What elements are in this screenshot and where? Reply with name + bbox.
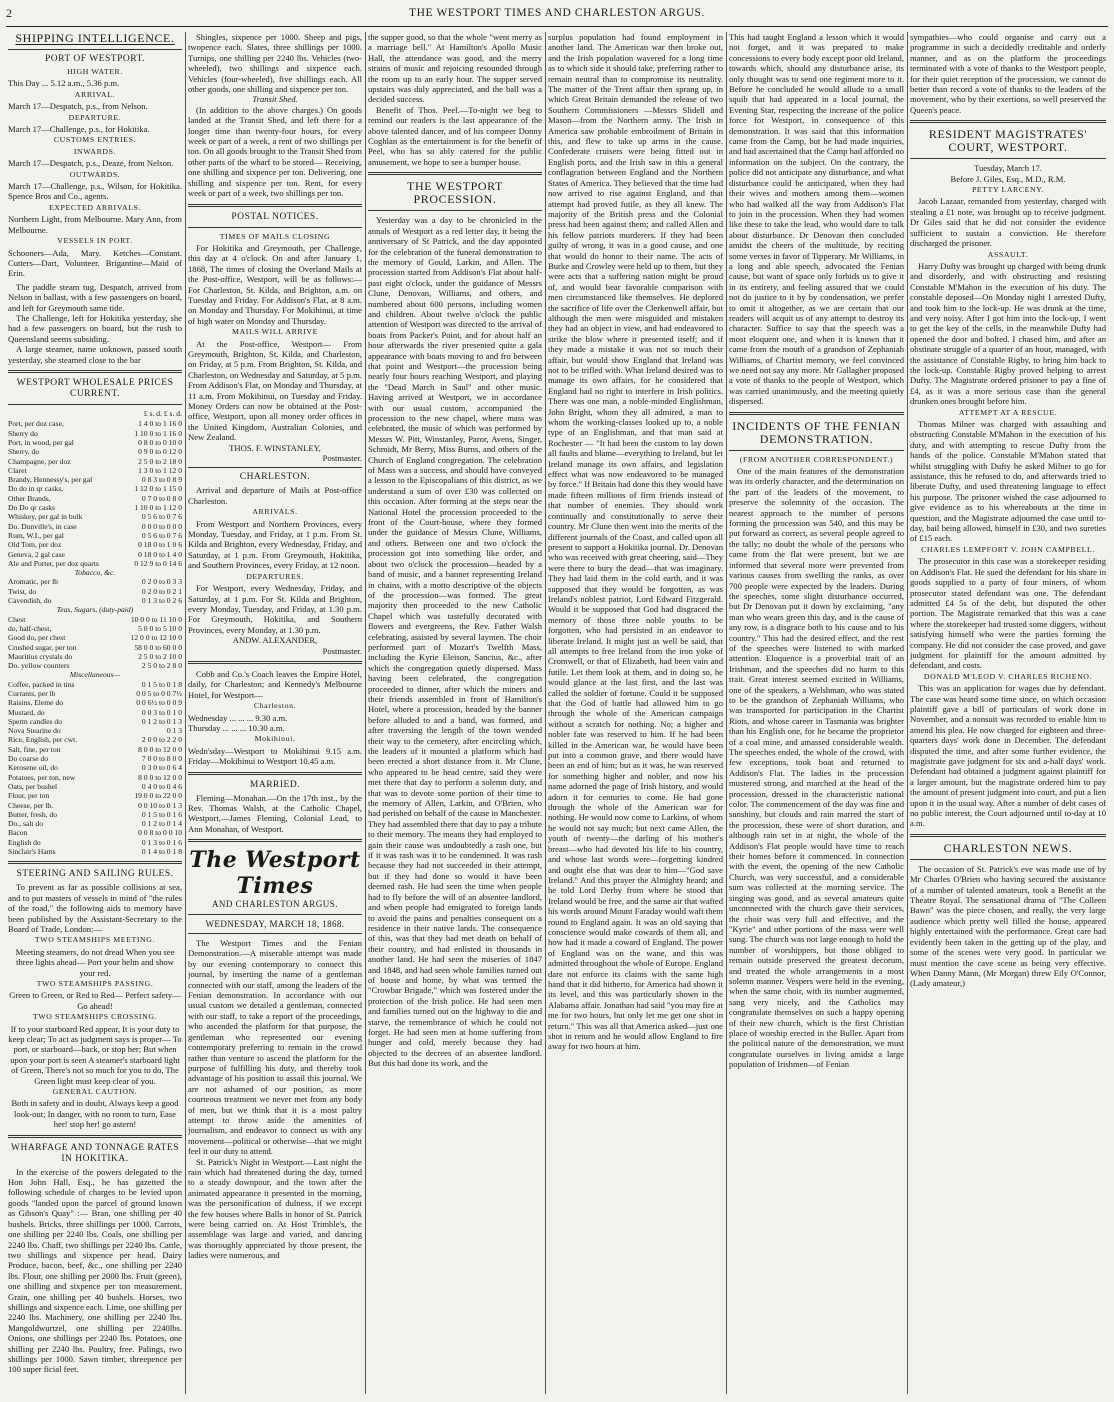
married-text: Fleming—Monahan.—On the 17th inst., by the Rev. Thomas Walsh, at the Catholic Chapel, Westport,—James Fleming, Colonial Lead, to Ann Monahan, of Westport. — [188, 792, 362, 834]
outwards: March 17—Challenge, p.s., Wilson, for Hokitika. Spence Bros and Co., agents. — [8, 181, 182, 202]
price-row — [8, 643, 182, 652]
departure: March 17—Challenge, p.s., for Hokitika. — [8, 124, 150, 135]
section-label: DEPARTURES. — [246, 571, 304, 581]
divider — [8, 861, 182, 864]
divider — [188, 839, 362, 842]
price-item: Champagne, per doz — [8, 456, 71, 466]
price-item: Sherry do — [8, 428, 38, 438]
transit-label: Transit Shed. — [252, 94, 298, 105]
price-row — [8, 512, 182, 521]
price-item: Rice, English, per cwt. — [8, 735, 78, 745]
section-label: ARRIVALS. — [252, 507, 298, 517]
price-item: Bacon — [8, 828, 28, 838]
price-item: Do. Dunville's, in case — [8, 521, 77, 531]
postmaster-name: ANDW. ALEXANDER, — [232, 635, 318, 646]
editorial: The Westport Times and the Fenian Demonstration.—A miserable attempt was made by our evening contemporary to connect this journal, by inserting the name of a gentleman connected with our staff, among the leaders of the Fenian demonstration. In accordance with our usual custom we detailed a gentleman, connected with our staff, to take a report of the proceedings, who ascended the platform for that purpose, the gentleman who represented our evening contemporary preferring to remain in the crowd rather than venture to ascend the platform for the purpose of fulfilling his duty, and thereby took advantage of his position to assail this journal. We are not ashamed of our position, as more courteous treatment we never met from any body of men, but we think that it is a most paltry attempt to throw aside the amenities of journalism, and endeavor to connect us with any movement—political or otherwise—that we might feel it our duty to attend. — [188, 938, 362, 1157]
correspondent-note: (FROM ANOTHER CORRESPONDENT.) — [739, 454, 894, 464]
price-value: 0 8 0 to 0 10 0 — [138, 437, 182, 447]
column-4 — [548, 32, 723, 1394]
paper-date: WEDNESDAY, MARCH 18, 1868. — [205, 918, 345, 929]
price-item: Oats, per bushel — [8, 781, 58, 791]
price-item: Do Do qr casks — [8, 503, 56, 513]
divider — [910, 834, 1106, 837]
price-row — [8, 447, 182, 456]
arrival: March 17—Despatch, p.s., from Nelson. — [8, 101, 148, 112]
case-text: The prosecutor in this case was a storekeeper residing on Addison's Flat. He sued the defendant for his share in goods supplied to a party of four miners, of whom prosecutor stated defendant was one. The defendant admitted £4 5s of the debt, but disputed the other portion. The Magistrate remarked that this was a case where the storekeeper had trusted some diggers, without satisfying himself who were the parties forming the company. He did not consider the case proved, and gave judgment for plaintiff for the amount admitted by defendant, and costs. — [910, 556, 1106, 671]
shipping-title: SHIPPING INTELLIGENCE. — [15, 32, 175, 45]
price-value: 0 1 2 to 0 1 3 — [141, 716, 182, 726]
column-5 — [729, 32, 904, 1394]
price-row — [8, 689, 182, 698]
price-item: Mauritius crystals do — [8, 651, 73, 661]
price-item: Brandy, Hennessy's, per gal — [8, 475, 93, 485]
price-item: Cheese, per lb. — [8, 800, 54, 810]
column-3 — [368, 32, 542, 1394]
price-row — [8, 782, 182, 791]
high-water: This Day ... 5.12 a.m., 5.36 p.m. — [8, 78, 120, 89]
price-value: 0 2 0 to 0 2 1 — [141, 586, 182, 596]
steering-title: STEERING AND SAILING RULES. — [16, 869, 174, 880]
price-row — [8, 503, 182, 512]
price-item: Kerosene oil, do — [8, 763, 58, 773]
incidents-title: INCIDENTS OF THE FENIAN DEMONSTRATION. — [732, 418, 901, 446]
price-item: Do do in qr casks, — [8, 484, 64, 494]
price-value: 0 18 0 to 1 4 0 — [138, 549, 182, 559]
price-value: 5 0 0 to 5 10 0 — [138, 623, 182, 633]
price-item: Cavendish, do — [8, 596, 52, 606]
price-item: Good do, per chest — [8, 633, 66, 643]
price-value: 0 1 2 to 0 1 4 — [141, 819, 182, 829]
divider — [8, 49, 182, 50]
divider — [368, 172, 542, 175]
court-date: Tuesday, March 17. — [974, 163, 1042, 174]
price-row — [8, 429, 182, 438]
price-row — [8, 754, 182, 763]
price-row — [8, 466, 182, 475]
steering-intro: To prevent as far as possible collisions at sea, and to put masters of vessels in mind of "the rules of the road," the following aids to memory have been published by the Assistant-Secretary to the Board of Trade, London:— — [8, 882, 182, 934]
prices-table — [8, 419, 182, 856]
section-label: ASSAULT. — [987, 249, 1029, 259]
price-row — [8, 819, 182, 828]
divider — [188, 914, 362, 915]
price-row — [8, 652, 182, 661]
price-value: 0 8 3 to 0 8 9 — [141, 475, 182, 485]
price-value: 0 9 0 to 0 12 0 — [138, 447, 182, 457]
price-value: 2 5 0 to 2 8 0 — [141, 661, 182, 671]
coach-time: Wedn'sday—Westport to Mokihinui 9.15 a.m. Friday—Mokihinui to Westport 10.45 a.m. — [188, 745, 362, 767]
price-item: Other Brands, — [8, 493, 51, 503]
coach-time: Thursday ... ... ... 10.30 a.m. — [188, 722, 285, 733]
section-label: TWO STEAMSHIPS CROSSING. — [32, 1012, 158, 1022]
price-value: 0 18 0 to 1 0 6 — [138, 540, 182, 550]
article-continued: the supper good, so that the whole "went merry as a marriage bell." At Hamilton's Apollo Music Hall, the attendance was good, and the merry strains of music and rejoicing resounded through the room up to an early hour. The supper served upstairs was duly appreciated, and the ball was a decided success. — [368, 32, 542, 105]
price-row — [8, 791, 182, 800]
running-head: THE WESTPORT TIMES AND CHARLESTON ARGUS. — [409, 7, 705, 19]
price-value: 0 1 4 to 0 1 8 — [141, 847, 182, 857]
price-value: 0 0 10 to 0 1 3 — [138, 800, 182, 810]
section-label: VESSELS IN PORT. — [57, 236, 133, 246]
postmaster-name: THOS. F. WINSTANLEY, — [229, 442, 321, 453]
price-item: Ale and Porter, per doz quarts — [8, 558, 99, 568]
section-label: CUSTOMS ENTRIES. — [53, 135, 137, 145]
price-row — [8, 661, 182, 670]
price-value: 7 0 0 to 8 0 0 — [141, 754, 182, 764]
price-value: 0 12 9 to 0 14 6 — [134, 558, 182, 568]
price-row — [8, 550, 182, 559]
price-row — [8, 457, 182, 466]
prices-title: WESTPORT WHOLESALE PRICES CURRENT. — [16, 377, 174, 399]
article-continued: sympathies—who could organise and carry out a programme in such a decidedly creditable and orderly manner, and as on the platform the proceedings terminated with a vote of thanks to the Westport people, for their quiet reception of the procession, we cannot do better than record a vote of thanks to the leaders of the movement, who by their exertions, so well preserved the Queen's peace. — [910, 32, 1106, 115]
benefit-notice: Benefit of Thos. Peel.—To-night we beg to remind our readers is the last appearance of the above talented dancer, and of his compeer Donny Coghlan as the entertainment is for the benefit of Peel, who has so ably catered for the public amusement, we hope to see a bumper house. — [368, 104, 542, 167]
price-item: Raisins, Eleme do — [8, 698, 64, 708]
price-value: 0 1 3 — [166, 726, 182, 736]
price-row — [8, 698, 182, 707]
price-value: 2 0 0 to 2 2 0 — [141, 735, 182, 745]
paper-subtitle: AND CHARLESTON ARGUS. — [211, 899, 339, 910]
section-label: Mokihinui. — [254, 734, 296, 744]
price-row — [8, 726, 182, 735]
price-value: 1 10 0 to 1 12 0 — [134, 503, 182, 513]
section-label: OUTWARDS. — [69, 169, 121, 179]
divider — [188, 933, 362, 934]
section-label: GENERAL CAUTION. — [52, 1087, 138, 1097]
divider — [8, 1135, 182, 1138]
verse: If to your starboard Red appear, It is your duty to keep clear; To act as judgment says is proper— To port, or starboard—back, or stop her; But when upon your port is seen A steamer's starboard light of Green, There's not so much for you to do, The Green light must keep clear of you. — [8, 1023, 182, 1086]
price-value: 58 0 0 to 60 0 0 — [134, 642, 182, 652]
price-row — [8, 559, 182, 568]
divider — [368, 210, 542, 211]
paper-title: The Westport Times — [189, 847, 361, 900]
price-value: 0 0 8 to 0 0 10 — [138, 828, 182, 838]
price-row — [8, 605, 182, 614]
charleston-title: CHARLESTON. — [239, 472, 311, 483]
divider — [188, 204, 362, 207]
price-item: Sperm candles do — [8, 716, 62, 726]
price-item: Aromatic, per lb — [8, 577, 58, 587]
price-item: Sinclair's Hams — [8, 847, 56, 857]
column-1 — [8, 32, 182, 1394]
price-value: 0 4 0 to 0 4 6 — [141, 781, 182, 791]
price-item: do, half-chest, — [8, 623, 52, 633]
price-row — [8, 615, 182, 624]
price-value: 2 5 0 to 2 10 0 — [138, 651, 182, 661]
rates-text: Shingles, sixpence per 1000. Sheep and pigs, twopence each. Slates, three shillings per 1000. Turnips, one shilling per 2240 lbs. Vehicles (two-wheeled), two shillings and sixpence each. Vehicles (four-wheeled), five shillings each. All other goods, one shilling and sixpence per ton. — [188, 32, 362, 95]
price-row — [8, 587, 182, 596]
column-rule — [365, 32, 366, 1394]
price-row — [8, 596, 182, 605]
section-label: TWO STEAMSHIPS MEETING. — [34, 935, 156, 945]
price-value: 1 4 0 to 1 16 0 — [138, 419, 182, 429]
price-row — [8, 745, 182, 754]
price-value: 0 0 3 to 0 1 0 — [141, 707, 182, 717]
price-row — [8, 531, 182, 540]
price-item: Twist, do — [8, 586, 37, 596]
price-value: 0 1 5 to 0 1 6 — [141, 809, 182, 819]
section-label: MAILS WILL ARRIVE — [232, 327, 318, 337]
inwards: March 17—Despatch, p.s., Deaze, from Nelson. — [8, 158, 174, 169]
price-row — [8, 484, 182, 493]
price-item: Port, per doz case, — [8, 419, 64, 429]
verse: Both in safety and in doubt, Always keep a good look-out; In danger, with no room to turn, Ease her! stop her! go astern! — [11, 1098, 179, 1130]
price-item: Do., salt do — [8, 819, 44, 829]
price-value: 8 0 0 to 12 0 0 — [138, 744, 182, 754]
price-value: 0 3 0 to 0 6 4 — [141, 763, 182, 773]
price-row — [8, 810, 182, 819]
divider — [188, 772, 362, 775]
incidents-text: One of the main features of the demonstration was its orderly character, and the determination on the part of the leaders of the movement, to preserve the solemnity of the occasion. The nearest approach to the number of persons forming the procession was 540, and this may be put forward as correct, as several people agreed to the tally; no doubt the whole of the persons who came from the flat were present, but we are informed that several more were prevented from various causes from swelling the ranks, as over 700 people were expected by the leaders. During the speeches, some slight disturbance occurred, but Dr Denovan put it down by exclaiming, "any man who wears green this day, and is the cause of any row, is a disgrace both to his cause and to his country." This had the desired effect, and the rest of the speeches were listened to with marked attention. Eloquence is a proverbial trait of an Irishman, and the speeches did no harm to this trait. Great interest seemed excited in Williams, one of the speakers, a Welshman, who was stated to be the grandson of Zephaniah Williams, who was transported for participation in the Chartist Riots, and whose career in Tasmania was brighter than his English one, for he became the proprietor of a coal mine, and amassed considerable wealth. The speeches ended, the whole of the crowd, with few exceptions, took boat and returned to Addison's Flat. The ladies in the procession mustered strong, and marched at the head of the procession, dressed in the characteristic national color. The commencement of the day was fine and sunshiny, but clouds and rain marred the start of the procession, these were of short duration, and although rain set in at night, the whole of the Addison's Flat people would have time to reach their homes before it commenced. In connection with the event, the opening of the new Catholic Church, was very successful, and a considerable sum was collected at the morning service. The singing was good, and as several amateurs quite unconnected with the church gave their services, the choir was very full and effective, and the "Kyrie" and other portions of the mass were well sung. The church was not large enough to hold the number of worshippers, but those obliged to remain outside preserved the greatest decorum, and treated the whole arrangements in a most solemn manner. Vespers were held in the evening, when the same choir, with its number augmented, sang very nicely, and the Catholics may congratulate themselves on such a happy opening of their new church, which is the first Christian place of worship erected in the Buller. Apart from the political nature of the demonstration, we must congratulate ourselves in living amidst a large population of Irishmen—of Fenian — [729, 466, 904, 1070]
column-rule — [726, 32, 727, 1394]
price-row — [8, 801, 182, 810]
price-item: Nova Stearine do — [8, 726, 61, 736]
st-patrick-night: St. Patrick's Night in Westport.—Last night the rain which had threatened during the day, turned to a steady downpour, and the town after the animated appearance it presented in the morning, was the personification of dulness, if we except the few houses where Balls in honor of St. Patrick were being carried on. At Host Trimble's, the assemblage was large and varied, and dancing was thoroughly appreciated by those present, the ladies were numerous, and — [188, 1156, 362, 1261]
column-rule — [907, 32, 908, 1394]
price-row — [8, 438, 182, 447]
price-item: Rum, W.I., per gal — [8, 530, 64, 540]
section-label: HIGH WATER. — [67, 67, 123, 76]
price-value: 1 12 0 to 1 15 0 — [134, 484, 182, 494]
court-title: RESIDENT MAGISTRATES' COURT, WESTPORT. — [928, 127, 1088, 155]
price-item: Miscellaneous— — [69, 670, 121, 680]
price-value: 0 0 5 to 0 0 7½ — [136, 688, 182, 698]
masthead-rule — [6, 26, 1108, 27]
column-6 — [910, 32, 1106, 1394]
price-value: 0 1 5 to 0 1 8 — [141, 679, 182, 689]
price-item: Do coarse do — [8, 754, 49, 764]
price-value: 0 0 6½ to 0 0 9 — [136, 698, 182, 708]
price-value: 0 2 0 to 0 3 3 — [141, 577, 182, 587]
price-row — [8, 577, 182, 586]
price-item: Salt, fine, per ton — [8, 744, 61, 754]
divider — [910, 120, 1106, 123]
price-value: 0 0 0 to 0 0 0 — [141, 521, 182, 531]
article-continued: surplus population had found employment in another land. The American war then broke out, and the Irish population wavered for a long time as to which side it should take, preferring rather to remain neutral than to compromise its neutrality. The matter of the Trent affair then sprang up, in which Great Britain demanded the release of two Southern Commissioners —Messrs Slidell and Mason—from the Northern army. The Irish in America saw probable embroilment of Britain in this, and flew to take up arms in the cause. Confederate cruisers were being fitted out in English ports, and the Irish saw in this a general conflagration between England and the Northern States of America. They believed that the time had now arrived to rise against England, and that attempt had proved futile, as they all knew. The majority of the British press and the Colonial press had been against them; and called Allen and his fellow patriots murderers. If they had been guilty of wrong, it was in a good cause, and one that would do honor to their name. The acts of Burke and Crowley were held up to them, but they were acts that a suffering nation might be proud of, and would bear favorable comparison with men circumstanced like themselves. He deplored the sacrifice of life over the Clerkenwell affair, but although the men were misguided and mistaken they had an object in view, and had endeavored to strike the blow where it presented itself; and if they made a mistake it was not so much their affair, but would show England that Ireland was not to be trifled with. What Ireland desired was to manage its own affairs, for he considered that England had no right to interfere in Irish politics. There was one man, a noble-minded Englishman, John Bright, whom they all admired, a man to whom the working-classes looked up to, a noble type of an Englishman, and that man said at Rochester — "It had been the custom to lay down all faults and blame—everything to Ireland, but let Ireland manage its own affairs, and legislation effect what was now endeavored to be managed by force." If Britain had done this they would have made fifteen millions of firm friends instead of that number of enemies. They should work continually and constitutionally to serve their country. Mr Clune then went into the merits of the different journals of the Coast, and called upon all present to support a Hokitika journal. Dr. Denovan who was received with great cheering, said—They were there to bury the dead—that was imaginary. They had laid them in the cold earth, and it was supposed that they would be forgotten, as was Ireland's noblest patriot, Lord Edward Fitzgerald. Would it be supposed that God had disgraced the memory of those three noble youths to be forgotten, who had persisted in an endeavor to liberate Ireland. It might just as well be said, that all attempts to free Ireland from the iron yoke of Cromwell, or that of Elizabeth, had been vain and futile. Let them look at them, and in doing so, he would glance at the last first, and the last was called the soldier of fortune. Could it be supposed that the God of battle had allowed him to go through the whole of the American campaign without a scratch for nothing. No; a higher and nobler fate was reserved to him. If he had been killed in the American war, he would have been put into a common grave, and there would have been an end of him; but as it was, he was reserved for something higher and nobler, and now his name adorned the page of Irish history, and would adorn it for centuries to come. He had gone through the whole of the American war for nothing. He would now come to Larkins, of whom he would not say much; but next came Allen, the youth of twenty—the darling of his mother's breast—who had devoted his life to his country, and whose last words were—forgetting kindred and ought else that was dear to him—"God save Ireland." And this prayer the Almighty heard; and he told Lord Derby from where he stood that Ireland would be free, and the same air that wafted his words around Mount Faraday would waft them round to England again. It was an old saying that conscience would make cowards of them all, and how had it made a coward of England. The power of England was on the wane, and this was admitted throughout the whole of Europe. England dare not enforce its claims with the same high hand that it did hitherto, for America had shown it its level, and this was particularly shown in the Alabama affair. Jonathan had said "you may fire at me for two hours, but only let me get one shot in return." This was all that America asked—just one shot in return and he would allow England to fire away for two hours at him. — [548, 32, 723, 1052]
section-label: Charleston. — [253, 701, 297, 711]
price-item: Do. yellow counters — [8, 661, 70, 671]
price-value: 10 0 0 to 11 10 0 — [130, 614, 182, 624]
masthead — [0, 0, 1114, 26]
divider — [910, 859, 1106, 860]
case-text: Harry Dufty was brought up charged with being drunk and disorderly, and with obstructing and resisting Constable M'Mahon in the execution of his duty. The constable deposed—On Monday night I arrested Dufty, and took him to the lock-up. He was drunk at the time, and very noisy. After I got him into the lock-up, I went to get the key of the cells, in the meanwhile Dufty had opened the door and bolted. I chased him, and after an obstinate struggle of a quarter of an hour, managed, with the assistance of Constable Rigby, to bring him back to the lock-up. Constable Rigby proved helping to arrest Dufty. The Magistrate ordered prisoner to pay a fine of £4, as it was a more serious case than the general drunken ones brought before him. — [910, 260, 1106, 407]
court-before: Before J. Giles, Esq., M.D., R.M. — [950, 173, 1066, 184]
price-value: 12 0 0 to 12 10 0 — [130, 633, 182, 643]
section-label: ATTEMPT AT A RESCUE. — [958, 407, 1058, 417]
postal-text: For Hokitika and Greymouth, per Challenge, this day at 4 o'clock. On and after January 1, 1868, The times of closing the Overland Mails at the Post-office, Westport, will be as follows:— For Charleston, St. Kilda, and Brighton, a.m. on Tuesday and Friday. For Addison's Flat, at 8 a.m. on Monday and Thursday. For Mokihinui, at time of high water on Monday and Thursday. — [188, 242, 362, 326]
price-item: Old Tom, per doz — [8, 540, 62, 550]
price-row — [8, 540, 182, 549]
price-row — [8, 680, 182, 689]
vessels-in-port: Schooners—Ada, Mary. Ketches—Constant. Cutters—Dart, Volunteer. Brigantine—Maid of Erin. — [8, 247, 182, 279]
price-item: Potatoes, per ton, new — [8, 772, 76, 782]
price-row — [8, 838, 182, 847]
price-row — [8, 828, 182, 837]
column-rule — [185, 32, 186, 1394]
price-row — [8, 633, 182, 642]
charleston-departures: For Westport, every Wednesday, Friday, and Saturday, at 1 p.m. For St. Kilda and Brighton, every Monday, Tuesday, and Friday, at 1.30 p.m. For Greymouth, Hokitika, and Southern Provinces, every Monday, at 1.30 p.m. — [188, 583, 362, 635]
case-text: This was an application for wages due by defendant. The case was heard some time since, on which occasion plaintiff gave a bill of particulars of work done in November, and a nonsuit was recorded to enable him to amend his plea. He now charged for eighteen and three-quarters days' work done in December. The defendant disputed the time, and after some further evidence, the magistrate gave judgment for six and a-half days' work. Defendant had obtained a judgment against plaintiff for a larger amount, but the magistrate ordered him to pay the amount of present judgment into court, and put a lien upon it in the usual way. After a number of debt cases of no public interest, the Court adjourned until to-day at 10 a.m. — [910, 683, 1106, 829]
price-item: Chest — [8, 614, 26, 624]
verse: Meeting steamers, do not dread When you see three lights ahead— Port your helm and show your red. — [15, 946, 175, 978]
divider — [910, 158, 1106, 159]
divider — [8, 404, 182, 405]
divider — [8, 370, 182, 373]
port-title: PORT OF WESTPORT. — [44, 54, 145, 64]
procession-title: THE WESTPORT PROCESSION. — [407, 179, 503, 207]
charleston-news-title: CHARLESTON NEWS. — [943, 840, 1073, 855]
price-row — [8, 717, 182, 726]
price-item: English do — [8, 837, 41, 847]
postmaster-title: Postmaster. — [322, 645, 362, 656]
section-label: TIMES OF MAILS CLOSING — [219, 231, 331, 241]
price-item: Whiskey, per gal in bulk — [8, 512, 83, 522]
price-row — [8, 763, 182, 772]
price-value: 0 5 6 to 0 7 6 — [141, 512, 182, 522]
price-value: 0 7 0 to 0 8 0 — [141, 493, 182, 503]
paragraph: The Challenge, left for Hokitika yesterday, she had a few passengers on board, but the rush to Queensland seems subsiding. — [8, 312, 182, 344]
price-item: Flour, per ton — [8, 791, 50, 801]
section-label: ARRIVAL. — [74, 89, 116, 99]
charleston-news-text: The occasion of St. Patrick's eve was made use of by Mr Charles O'Brien who having secured the assistance of a number of talented amateurs, took a Benefit at the Theatre Royal. The sensational drama of "The Colleen Bawn" was the piece chosen, and really, the very large audience which pretty well filled the house, appeared highly entertained with the performance. Great care had evidently been taken in the getting up of the play, and some of the scenes were very good. In particular we must mention the cave scene as being very effective. When Danny Mann, (Mr Morgan) threw Eily O'Connor, (Lady amateur,) — [910, 863, 1106, 989]
price-row — [8, 522, 182, 531]
charleston-arrivals: From Westport and Northern Provinces, every Monday, Tuesday, and Friday, at 1 p.m. From St. Kilda and Brighton, every Wednesday, Friday, and Saturday, at 1 p.m. From Greymouth, Hokitika, and Southern Provinces, every Friday, at 12 noon. — [188, 518, 362, 571]
divider — [188, 227, 362, 228]
price-row — [8, 475, 182, 484]
price-value: 8 0 0 to 12 0 0 — [138, 772, 182, 782]
price-row — [8, 419, 182, 428]
postmaster-title: Postmaster. — [322, 453, 362, 464]
paragraph: A large steamer, name unknown, passed south yesterday, she steamed close to the bar — [8, 344, 182, 365]
price-value: 2 5 0 to 2 18 0 — [138, 456, 182, 466]
divider — [188, 661, 362, 664]
price-item: Crushed sugar, per ton — [8, 642, 77, 652]
procession-text: Yesterday was a day to be chronicled in the annals of Westport as a red letter day, it being the anniversary of St Patrick, and the day appointed for the celebration of the funeral demonstration to the memory of Gould, Larkin, and Allen. The procession started from Addison's Flat about half-past eight o'clock, under the guidance of Messrs Clune, Denovan, Williams, and others, and numbered about 600 persons, including women and children. About twelve o'clock the public attention of Westport was directed to the arrival of boats from Packer's Point, and for about half an hour afterwards the river presented quite a gala appearance with boats moving to and fro between that point and Westport—the procession being nearly four hours reaching Westport, and playing the "Dead March in Saul" and other music. Having arrived at Westport, we in accordance with our usual custom, accompanied the procession to the new chapel, where mass was celebrated, the music of which was performed by Messrs W. Pitt, Winstanley, Paror, Avens, Singer, Schmidt, Mr Berry, Miss Burns, and others of the Church of England congregation. The celebration of Mass was a success, and should have conveyed a lesson to the Episcopalians of this district, as we understand a sum of over £30 was collected on this occasion. After forming at the steps near the National Hotel the procession proceeded to the front of the Court-house, where they formed under the guidance of Messrs Clune, Williams, and others. Between one and two o'clock the procession got into something like order, and about two o'clock the procession—headed by a band of music, and a banner representing Ireland in chains, with a motto descriptive of the objects of the procession—was formed. The great majority then proceeded to the new Catholic Chapel which was tastefully decorated with flowers and evergreens, the Rev. Father Walsh celebrating, assisted by several laymen. The choir performed part of Mozart's Twelfth Mass, including the Kyrie Eleison, Sanctus, &c., after which the congregation quietly dispersed. Mass having been celebrated, the congregation proceeded to dinner, after which the miners and their friends assembled in front of Hamilton's Hotel, where a procession, headed by the banner before alluded to and a band, was formed, and after traversing the length of the town wended their way to the cemetery, after encircling which, the leaders of it mounted a platform which had been erected a short distance from it. Mr Clune, who appeared to be head centre, said they were met there that day to perform a solemn duty, and that was to devote some portion of their time to the memory of Allen, Larkin, and O'Brien, who had perished on behalf of the cause in Manchester. They had assembled there that day to pay a tribute to their memory. The means they had employed to gain their cause was undoubtedly a rash one, but if it was rash was it to be condemned. It was rash because they had not succeeded in their attempt, but if they had done so would it have been deemed rash. He had seen the time when people had to fly before the will of an absentee landlord, and when people had emigrated to foreign lands to avoid the pains and penalties consequent on a residence in their native lands. The consequence of this, was that they had met death on behalf of their country, and had enlisted in thousands in another land. He had seen the miseries of 1847 and 1848, and had seen whole families turned out of house and home, by what was termed the "Crowbar Brigade," which was fostered under the protection of the Irish police. He had seen men and families turned out on the highway to die and starve, the remembrance of which he could not forget. He had seen men at home suffering from hunger and cold, merely because they had objected to the decrees of an absentee landlord. But this had done its work, and the — [368, 215, 542, 1069]
divider — [188, 467, 362, 468]
price-value: 1 3 0 to 1 12 0 — [138, 465, 182, 475]
section-label: INWARDS. — [73, 146, 117, 156]
section-label: PETTY LARCENY. — [971, 185, 1045, 195]
divider — [729, 412, 904, 415]
price-item: Geneva, 2 gal case — [8, 549, 65, 559]
postal-text: At the Post-office, Westport— From Greymouth, Brighton, St. Kilda, and Charleston, on Friday, at 5 p.m. From Brighton, St. Kilda, and Charleston, on Wednesday and Saturday, at 5 p.m. From Addison's Flat, on Monday and Thursday, at 11 a.m. From Mokihinui, on Tuesday and Friday. Money Orders can now be obtained at the Post-office, Westport, upon all money order offices in the United Kingdom, Australian Colonies, and New Zealand. — [188, 338, 362, 443]
price-item: Mustard, do — [8, 707, 45, 717]
transit-text: (In addition to the above charges.) On goods landed at the Transit Shed, and left there for a longer time than twenty-four hours, for every week or part of a week, a rent of two shillings per ton. On all goods brought to the Transit Shed from other parts of the wharf to be stored— Receiving, one shilling and sixpence per ton. Delivering, one shilling and sixpence per ton. Rent, for every week or part of a week, two shillings per ton. — [188, 104, 362, 199]
price-value: 0 5 6 to 0 7 6 — [141, 530, 182, 540]
price-item: Coffee, packed in tins — [8, 679, 75, 689]
paragraph: The paddle steam tug, Despatch, arrived from Nelson in ballast, with a few passengers on board, and left for Greymouth same tide. — [8, 281, 182, 313]
divider — [729, 450, 904, 451]
section-label: DEPARTURE. — [68, 112, 122, 122]
article-continued: This had taught England a lesson which it would not forget, and it was prepared to make concessions to every body except poor old Ireland, towards which, should any disturbance arise, its only thought was to send one regiment more to it. Before he concluded he would allude to a small squib that had appeared in a local journal, the Evening Star, respecting the increase of the police force for Westport, in consequence of this demonstration. It was said that this information came from the Camp, but he had made inquiries, and had ascertained that the Camp had afforded no information on the subject. On the contrary, the police did not anticipate any disturbance, and what disturbance could be anticipated, when they had their wives and mothers among them—women who had walked all the way from Addison's Flat to join in the procession. When they had women like these to take the lead, who would dare to talk about disturbance. Dr Denovan then concluded amidst the cheers of the multitude, by reciting some verses in favor of Tipperary. Mr Williams, in a long and able speech, advocated the Fenian cause, but want of space only forbids us to give it in its entirety, and feeling assured that we could not do justice to it by by condensation, we prefer to omit it altogether, as we are certain that our readers will acquit us of any attempt to destroy its character. Suffice to say that the speech was a most eloquent one, and when it is known that it came from the mouth of a grandson of Zephaniah Williams, of Chartist memory, we feel convinced we need not say any more. Mr Gallagher proposed a vote of thanks to the people of Westport, which was carried unanimously, and the meeting quietly dispersed. — [729, 32, 904, 407]
charleston-intro: Arrival and departure of Mails at Post-office Charleston. — [188, 485, 362, 506]
price-row — [8, 624, 182, 633]
column-rule — [545, 32, 546, 1394]
price-item: Currants, per lb — [8, 688, 56, 698]
price-row — [8, 494, 182, 503]
price-item: Butter, fresh, do — [8, 809, 58, 819]
price-row — [8, 670, 182, 679]
price-item: Claret — [8, 465, 27, 475]
case-text: Jacob Lazaar, remanded from yesterday, charged with stealing a £1 note, was brought up to receive judgment. Dr Giles said that he did not consider the evidence sufficient to sustain a conviction. He therefore discharged the prisoner. — [910, 196, 1106, 249]
postal-title: POSTAL NOTICES. — [231, 211, 319, 222]
page-number: 2 — [6, 6, 12, 20]
price-item: Teas, Sugars, (duty-paid) — [56, 605, 134, 615]
price-row — [8, 568, 182, 577]
married-title: MARRIED. — [249, 779, 301, 790]
price-row — [8, 773, 182, 782]
price-value: 19 0 0 to 22 0 0 — [134, 791, 182, 801]
prices-header: £ s. d. £ s. d. — [143, 408, 182, 418]
price-item: Tobacco, &c. — [74, 568, 116, 578]
section-label: EXPECTED ARRIVALS. — [48, 202, 142, 212]
price-row — [8, 847, 182, 856]
coach-time: Wednesday ... ... ... 9.30 a.m. — [188, 712, 288, 723]
price-item: Port, in wood, per gal — [8, 437, 74, 447]
price-value: 0 1 3 to 0 2 6 — [141, 596, 182, 606]
price-row — [8, 735, 182, 744]
wharfage-text: In the exercise of the powers delegated to the Hon John Hall, Esq., he has gazetted the following schedule of charges to be levied upon goods "landed upon the parcel of ground known as Gibson's Quay" :— Bran, one shilling per 40 bushels. Bricks, three shillings per 1000. Carrots, one shilling per 2240 lbs. Coals, one shilling per 2240 lbs. Chaff, two shillings per 2240 lbs. Cattle, two shillings and sixpence per head. Dairy Produce, bacon, beef, &c., one shilling per 2240 lbs. Flour, one shilling per 2000 lbs. Fruit (green), one shilling and sixpence per ton measurement. Grain, one shilling per 40 bushels. Horses, two shillings and sixpence each. Lime, one shilling per 2240 lbs. Machinery, one shilling per 2240 lbs. Mangoldwurtzel, one shilling per 2240lbs. Onions, one shillings per 2240 lbs. Potatoes, one shilling per 2240 lbs. Poultry, free. Palings, two shillings per 1000. Sawn timber, threepence per 100 super ficial feet. — [8, 1166, 182, 1375]
price-value: 1 10 0 to 1 16 0 — [134, 428, 182, 438]
case-text: Thomas Milner was charged with assaulting and obstructing Constable M'Mahon in the execution of his duty, and with attempting to rescue Dufty from the hands of the police. Constable M'Mahon stated that whilst struggling with Dufty he asked Milner to go for assistance, this he refused to do, and afterwards tried to liberate Dufty, and used threatening language to effect his purpose. The prisoner wished the case adjourned to give evidence as to his whereabouts at the time in question, and the Magistrate adjourned the case until to-day, bail being allowed, himself in £30, and two sureties of £15 each. — [910, 419, 1106, 544]
section-label: TWO STEAMSHIPS PASSING. — [36, 978, 154, 988]
section-label: CHARLES LEMPFORT V. JOHN CAMPBELL. — [921, 544, 1095, 554]
verse: Green to Green, or Red to Red— Perfect safety—Go ahead! — [9, 990, 181, 1011]
price-value: 0 1 3 to 0 1 6 — [141, 837, 182, 847]
column-2 — [188, 32, 362, 1394]
coach-text: Cobb and Co.'s Coach leaves the Empire Hotel, daily, for Charleston; and Kennedy's Melbourne Hotel, for Westport— — [188, 668, 362, 700]
expected-arrivals: Northern Light, from Melbourne. Mary Ann, from Melbourne. — [8, 214, 182, 235]
section-label: DONALD M'LEOD V. CHARLES RICHENO. — [923, 671, 1093, 681]
price-item: Sherry, do — [8, 447, 40, 457]
wharfage-title: WHARFAGE AND TONNAGE RATES IN HOKITIKA. — [11, 1142, 179, 1164]
price-row — [8, 708, 182, 717]
